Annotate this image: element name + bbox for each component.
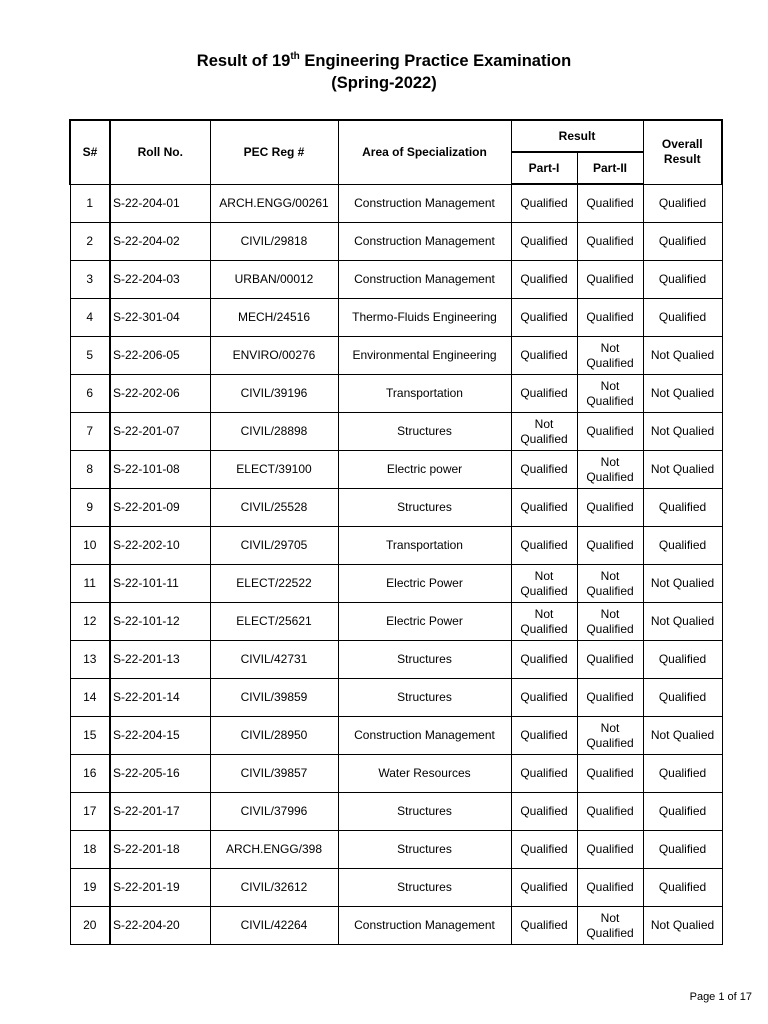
table-row (70, 299, 722, 337)
cell-pec-reg: ELECT/22522 (210, 565, 338, 603)
cell-part-1: Qualified (511, 261, 577, 299)
cell-part-1: Qualified (511, 907, 577, 945)
cell-pec-reg: CIVIL/37996 (210, 793, 338, 831)
header-area: Area of Specialization (338, 120, 511, 184)
cell-area: Transportation (338, 375, 511, 413)
cell-sn: 14 (70, 679, 110, 717)
header-part-2: Part-II (577, 152, 643, 184)
cell-sn: 1 (70, 184, 110, 223)
cell-area: Structures (338, 679, 511, 717)
table-row (70, 413, 722, 451)
cell-pec-reg: CIVIL/39857 (210, 755, 338, 793)
cell-overall-result: Qualified (643, 223, 722, 261)
cell-overall-result: Not Qualied (643, 375, 722, 413)
cell-part-2: Not Qualified (577, 717, 643, 755)
cell-part-2: Qualified (577, 299, 643, 337)
cell-part-2: Qualified (577, 527, 643, 565)
cell-part-2: Qualified (577, 413, 643, 451)
cell-pec-reg: CIVIL/28950 (210, 717, 338, 755)
title-line-1 (0, 50, 768, 72)
cell-overall-result: Qualified (643, 489, 722, 527)
cell-part-2: Qualified (577, 793, 643, 831)
table-row (70, 679, 722, 717)
cell-part-1: Qualified (511, 679, 577, 717)
document-title (0, 50, 768, 94)
cell-part-1: Qualified (511, 489, 577, 527)
results-table (69, 119, 723, 945)
table-row (70, 184, 722, 223)
cell-sn: 18 (70, 831, 110, 869)
cell-roll-no: S-22-204-01 (110, 184, 210, 223)
cell-roll-no: S-22-202-10 (110, 527, 210, 565)
title-suffix: Engineering Practice Examination (299, 52, 572, 70)
cell-sn: 15 (70, 717, 110, 755)
cell-overall-result: Not Qualied (643, 413, 722, 451)
table-row (70, 261, 722, 299)
header-row-1 (70, 120, 722, 152)
cell-area: Construction Management (338, 184, 511, 223)
cell-roll-no: S-22-201-07 (110, 413, 210, 451)
cell-area: Structures (338, 489, 511, 527)
cell-part-2: Qualified (577, 184, 643, 223)
cell-part-2: Qualified (577, 679, 643, 717)
cell-sn: 12 (70, 603, 110, 641)
cell-sn: 5 (70, 337, 110, 375)
cell-part-1: Not Qualified (511, 413, 577, 451)
cell-roll-no: S-22-206-05 (110, 337, 210, 375)
table-row (70, 869, 722, 907)
cell-area: Construction Management (338, 717, 511, 755)
cell-roll-no: S-22-201-18 (110, 831, 210, 869)
cell-overall-result: Qualified (643, 641, 722, 679)
cell-area: Electric power (338, 451, 511, 489)
cell-sn: 20 (70, 907, 110, 945)
cell-part-1: Qualified (511, 184, 577, 223)
cell-part-1: Qualified (511, 527, 577, 565)
cell-overall-result: Qualified (643, 299, 722, 337)
table-row (70, 375, 722, 413)
cell-roll-no: S-22-205-16 (110, 755, 210, 793)
cell-area: Structures (338, 831, 511, 869)
cell-roll-no: S-22-204-02 (110, 223, 210, 261)
cell-part-2: Not Qualified (577, 603, 643, 641)
cell-sn: 9 (70, 489, 110, 527)
cell-part-1: Not Qualified (511, 603, 577, 641)
header-roll-no: Roll No. (110, 120, 210, 184)
cell-roll-no: S-22-201-13 (110, 641, 210, 679)
cell-sn: 13 (70, 641, 110, 679)
cell-part-2: Not Qualified (577, 451, 643, 489)
cell-overall-result: Not Qualied (643, 565, 722, 603)
cell-area: Transportation (338, 527, 511, 565)
cell-part-2: Qualified (577, 869, 643, 907)
cell-part-1: Qualified (511, 223, 577, 261)
header-result: Result (511, 120, 643, 152)
cell-roll-no: S-22-101-12 (110, 603, 210, 641)
cell-area: Structures (338, 641, 511, 679)
cell-overall-result: Not Qualied (643, 907, 722, 945)
cell-pec-reg: URBAN/00012 (210, 261, 338, 299)
cell-roll-no: S-22-301-04 (110, 299, 210, 337)
header-pec-reg: PEC Reg # (210, 120, 338, 184)
cell-pec-reg: CIVIL/39196 (210, 375, 338, 413)
cell-area: Thermo-Fluids Engineering (338, 299, 511, 337)
cell-part-2: Not Qualified (577, 337, 643, 375)
table-row (70, 907, 722, 945)
cell-sn: 7 (70, 413, 110, 451)
header-part-1: Part-I (511, 152, 577, 184)
cell-area: Environmental Engineering (338, 337, 511, 375)
cell-roll-no: S-22-101-11 (110, 565, 210, 603)
cell-part-1: Not Qualified (511, 565, 577, 603)
cell-pec-reg: CIVIL/25528 (210, 489, 338, 527)
cell-part-2: Not Qualified (577, 565, 643, 603)
cell-area: Structures (338, 793, 511, 831)
title-prefix: Result of 19 (196, 52, 291, 70)
cell-area: Electric Power (338, 603, 511, 641)
cell-pec-reg: CIVIL/42264 (210, 907, 338, 945)
cell-pec-reg: CIVIL/28898 (210, 413, 338, 451)
table-row (70, 641, 722, 679)
header-sn: S# (70, 120, 110, 184)
cell-part-2: Qualified (577, 831, 643, 869)
cell-sn: 8 (70, 451, 110, 489)
cell-area: Electric Power (338, 565, 511, 603)
cell-sn: 11 (70, 565, 110, 603)
page-number: Page 1 of 17 (689, 991, 752, 1003)
cell-roll-no: S-22-101-08 (110, 451, 210, 489)
table-row (70, 337, 722, 375)
cell-overall-result: Qualified (643, 831, 722, 869)
cell-part-2: Qualified (577, 755, 643, 793)
table-row (70, 565, 722, 603)
table-header (70, 120, 722, 184)
cell-sn: 2 (70, 223, 110, 261)
table-row (70, 451, 722, 489)
cell-pec-reg: CIVIL/29818 (210, 223, 338, 261)
cell-overall-result: Qualified (643, 793, 722, 831)
cell-sn: 19 (70, 869, 110, 907)
table-row (70, 793, 722, 831)
table-row (70, 717, 722, 755)
cell-roll-no: S-22-202-06 (110, 375, 210, 413)
cell-pec-reg: ELECT/39100 (210, 451, 338, 489)
cell-area: Structures (338, 413, 511, 451)
cell-overall-result: Qualified (643, 869, 722, 907)
cell-part-1: Qualified (511, 451, 577, 489)
cell-part-1: Qualified (511, 375, 577, 413)
cell-overall-result: Not Qualied (643, 337, 722, 375)
cell-overall-result: Qualified (643, 679, 722, 717)
cell-overall-result: Qualified (643, 261, 722, 299)
table-row (70, 489, 722, 527)
cell-roll-no: S-22-201-14 (110, 679, 210, 717)
table-row (70, 223, 722, 261)
cell-roll-no: S-22-201-17 (110, 793, 210, 831)
cell-roll-no: S-22-204-20 (110, 907, 210, 945)
cell-part-2: Qualified (577, 641, 643, 679)
cell-area: Water Resources (338, 755, 511, 793)
cell-part-1: Qualified (511, 831, 577, 869)
cell-overall-result: Qualified (643, 755, 722, 793)
cell-roll-no: S-22-204-03 (110, 261, 210, 299)
cell-pec-reg: MECH/24516 (210, 299, 338, 337)
cell-overall-result: Not Qualied (643, 603, 722, 641)
cell-part-2: Not Qualified (577, 907, 643, 945)
cell-pec-reg: CIVIL/39859 (210, 679, 338, 717)
cell-part-1: Qualified (511, 717, 577, 755)
cell-pec-reg: ENVIRO/00276 (210, 337, 338, 375)
cell-sn: 10 (70, 527, 110, 565)
table-row (70, 755, 722, 793)
cell-roll-no: S-22-201-19 (110, 869, 210, 907)
cell-sn: 6 (70, 375, 110, 413)
cell-pec-reg: CIVIL/29705 (210, 527, 338, 565)
table-row (70, 527, 722, 565)
cell-area: Construction Management (338, 261, 511, 299)
cell-sn: 4 (70, 299, 110, 337)
table-row (70, 831, 722, 869)
cell-area: Construction Management (338, 907, 511, 945)
cell-roll-no: S-22-204-15 (110, 717, 210, 755)
cell-overall-result: Qualified (643, 184, 722, 223)
cell-part-1: Qualified (511, 337, 577, 375)
cell-pec-reg: ARCH.ENGG/398 (210, 831, 338, 869)
cell-part-1: Qualified (511, 869, 577, 907)
title-line-2: (Spring-2022) (331, 74, 437, 92)
title-superscript: th (290, 51, 300, 62)
header-overall-result: Overall Result (643, 120, 722, 184)
cell-sn: 17 (70, 793, 110, 831)
cell-part-1: Qualified (511, 793, 577, 831)
cell-pec-reg: CIVIL/42731 (210, 641, 338, 679)
cell-part-2: Qualified (577, 489, 643, 527)
cell-pec-reg: ARCH.ENGG/00261 (210, 184, 338, 223)
cell-part-1: Qualified (511, 755, 577, 793)
cell-sn: 3 (70, 261, 110, 299)
cell-overall-result: Not Qualied (643, 717, 722, 755)
cell-pec-reg: ELECT/25621 (210, 603, 338, 641)
cell-part-2: Not Qualified (577, 375, 643, 413)
cell-part-2: Qualified (577, 261, 643, 299)
cell-pec-reg: CIVIL/32612 (210, 869, 338, 907)
cell-part-1: Qualified (511, 299, 577, 337)
cell-area: Construction Management (338, 223, 511, 261)
table-body (70, 184, 722, 945)
cell-roll-no: S-22-201-09 (110, 489, 210, 527)
table-row (70, 603, 722, 641)
cell-sn: 16 (70, 755, 110, 793)
cell-part-2: Qualified (577, 223, 643, 261)
cell-part-1: Qualified (511, 641, 577, 679)
cell-overall-result: Not Qualied (643, 451, 722, 489)
cell-area: Structures (338, 869, 511, 907)
cell-overall-result: Qualified (643, 527, 722, 565)
